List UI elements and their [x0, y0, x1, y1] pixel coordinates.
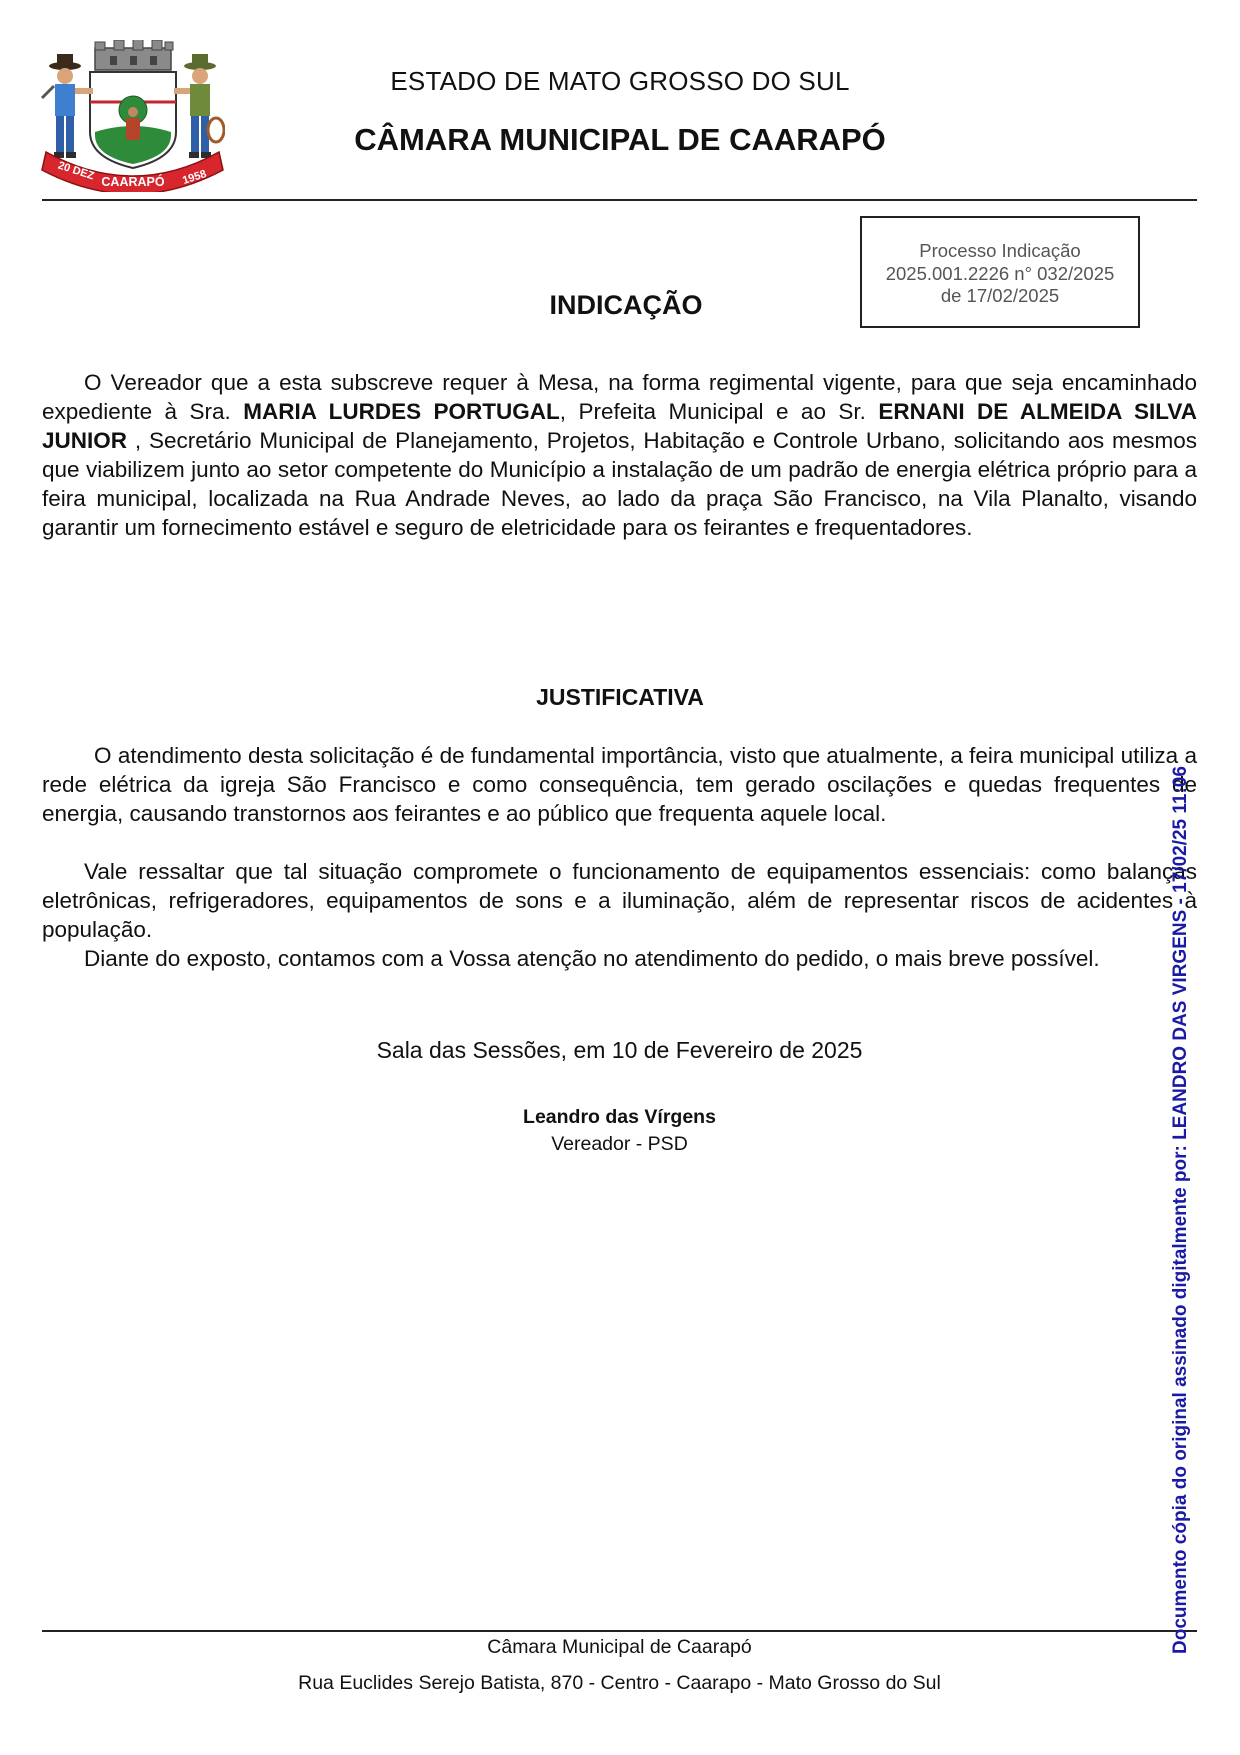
intro-text-3: , Secretário Municipal de Planejamento, Projetos, Habitação e Controle Urbano, solicitando aos mesmos que viabilizem junto ao setor competente do Município a instalação de um padrão de energia elétrica próprio para a feira municipal, localizada na Rua Andrade Neves, ao lado da praça São Francisco, na Vila Planalto, visando garantir um fornecimento estável e seguro de eletricidade para os feirantes e frequentadores.: [42, 428, 1197, 540]
municipal-coat-of-arms-icon: [40, 40, 225, 192]
cowboy-right-icon: [174, 54, 224, 158]
secretary-name: ERNANI DE ALMEIDA SILVA JUNIOR: [42, 399, 1197, 453]
crown-icon: [95, 40, 173, 70]
justification-paragraph-1: O atendimento desta solicitação é de fundamental importância, visto que atualmente, a feira municipal utiliza a rede elétrica da igreja São Francisco e como consequência, tem gerado oscilações e quedas frequentes de energia, causando transtornos aos feirantes e ao público que frequenta aquele local.: [42, 743, 1197, 826]
mayor-name: MARIA LURDES PORTUGAL: [243, 399, 560, 424]
signer-role: Vereador - PSD: [551, 1133, 688, 1155]
intro-text-2: , Prefeita Municipal e ao Sr.: [559, 399, 879, 424]
crest-ribbon-center: CAARAPÓ: [101, 175, 165, 189]
signer-name: Leandro das Vírgens: [523, 1106, 716, 1128]
footer-institution: Câmara Municipal de Caarapó: [487, 1636, 752, 1658]
place-date: Sala das Sessões, em 10 de Fevereiro de 2025: [376, 1037, 863, 1063]
justification-paragraph-3: Diante do exposto, contamos com a Vossa atenção no atendimento do pedido, o mais breve possível.: [84, 946, 1100, 971]
justification-title: JUSTIFICATIVA: [536, 684, 704, 710]
stamp-line-1: Processo Indicação: [919, 240, 1081, 261]
cowboy-left-icon: [42, 54, 93, 158]
protocol-stamp: [860, 216, 1140, 328]
document-title: INDICAÇÃO: [549, 290, 703, 320]
footer-address: Rua Euclides Serejo Batista, 870 - Centro - Caarapo - Mato Grosso do Sul: [298, 1672, 941, 1694]
header-divider: [42, 199, 1197, 201]
justification-paragraph-2: Vale ressaltar que tal situação compromete o funcionamento de equipamentos essenciais: como balanças eletrônicas, refrigeradores, equipamentos de sons e a iluminação, além de representar riscos de acidentes à população.: [42, 859, 1197, 942]
stamp-line-2: 2025.001.2226 n° 032/2025: [885, 262, 1115, 284]
intro-paragraph: [42, 368, 1197, 542]
stamp-line-3: de 17/02/2025: [940, 285, 1060, 306]
digital-signature-note: Documento cópia do original assinado digitalmente por: LEANDRO DAS VIRGENS - 17/02/25 11:06: [1170, 766, 1191, 1654]
chamber-title: CÂMARA MUNICIPAL DE CAARAPÓ: [354, 122, 886, 157]
intro-text-1: O Vereador que a esta subscreve requer à Mesa, na forma regimental vigente, para que seja encaminhado expediente à Sra.: [42, 370, 1197, 424]
state-title: ESTADO DE MATO GROSSO DO SUL: [390, 66, 850, 96]
crest-ribbon-left: 20 DEZ: [56, 159, 96, 183]
crest-ribbon-right: 1958: [181, 168, 209, 187]
footer-divider: [42, 1630, 1197, 1632]
